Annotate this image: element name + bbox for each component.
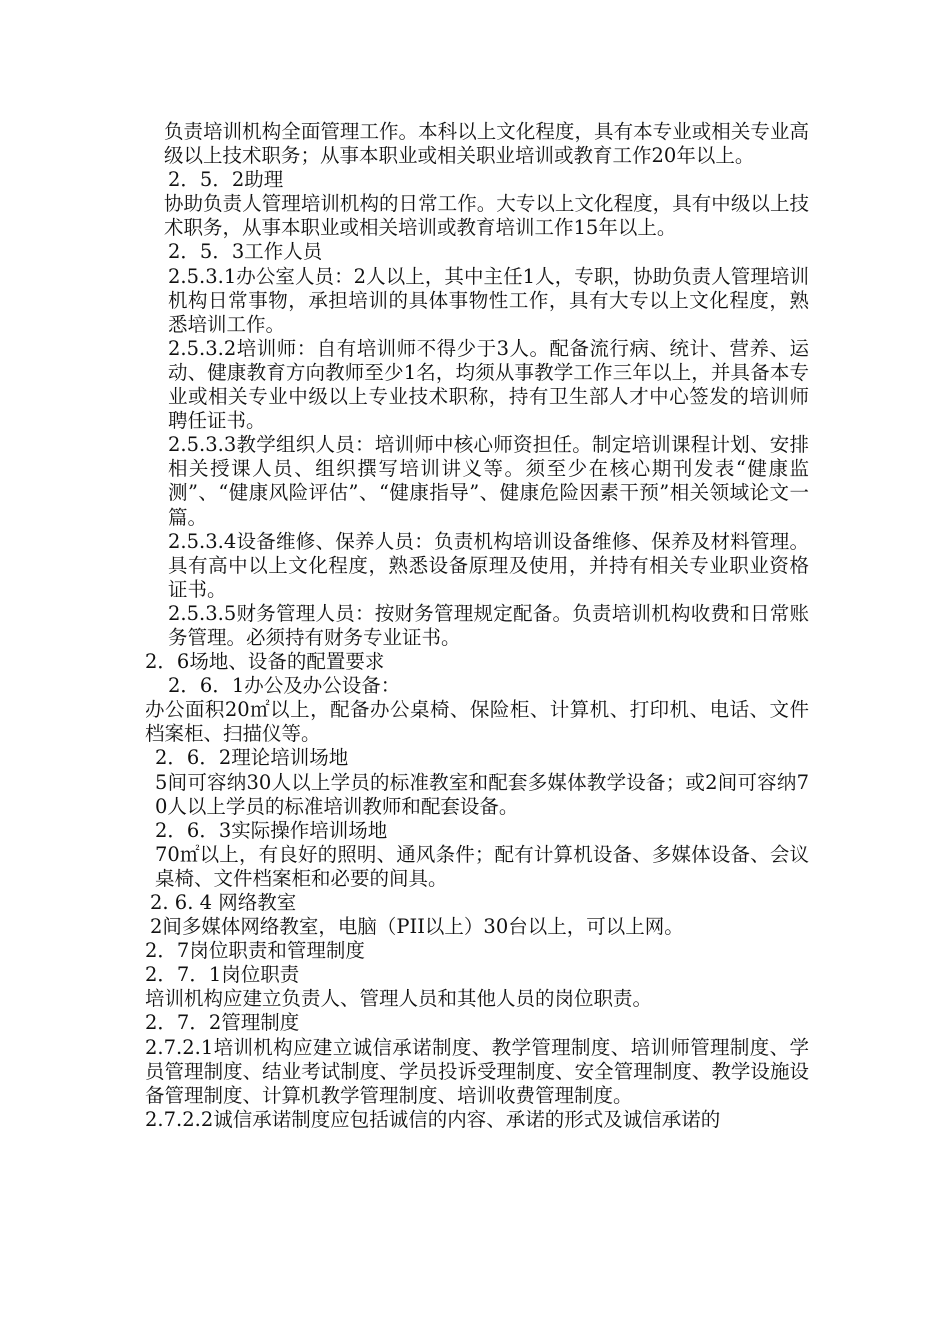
paragraph-office-area: 办公面积20㎡以上，配备办公桌椅、保险柜、计算机、打印机、电话、文件档案柜、扫描仪等。 (145, 698, 809, 746)
paragraph-practice-site: 70㎡以上，有良好的照明、通风条件；配有计算机设备、多媒体设备、会议桌椅、文件档案柜和必要的间具。 (155, 842, 809, 890)
heading-2-6-2: 2．6．2理论培训场地 (155, 746, 349, 770)
heading-2-7-1: 2．7．1岗位职责 (145, 963, 300, 987)
document-page (145, 120, 809, 1132)
paragraph-2-7-2-1: 2.7.2.1培训机构应建立诚信承诺制度、教学管理制度、培训师管理制度、学员管理制度、结业考试制度、学员投诉受理制度、安全管理制度、教学设施设备管理制度、计算机教学管理制度、培训收费管理制度。 (145, 1035, 809, 1107)
paragraph-director-duties: 负责培训机构全面管理工作。本科以上文化程度，具有本专业或相关专业高级以上技术职务；从事本职业或相关职业培训或教育工作20年以上。 (164, 120, 809, 168)
heading-2-6: 2．6场地、设备的配置要求 (145, 650, 385, 674)
paragraph-network-classroom: 2间多媒体网络教室，电脑（PII以上）30台以上，可以上网。 (150, 915, 684, 939)
paragraph-2-7-2-2: 2.7.2.2诚信承诺制度应包括诚信的内容、承诺的形式及诚信承诺的 (145, 1107, 721, 1131)
heading-2-6-1: 2．6．1办公及办公设备： (168, 674, 401, 698)
paragraph-2-5-3-2: 2.5.3.2培训师：自有培训师不得少于3人。配备流行病、统计、营养、运动、健康教育方向教师至少1名，均须从事教学工作三年以上，并具备本专业或相关专业中级以上专业技术职称，持有卫生部人才中心签发的培训师聘任证书。 (168, 336, 809, 433)
heading-2-5-3: 2．5．3工作人员 (168, 240, 323, 264)
paragraph-2-5-3-3: 2.5.3.3教学组织人员：培训师中核心师资担任。制定培训课程计划、安排相关授课人员、组织撰写培训讲义等。须至少在核心期刊发表“健康监测”、“健康风险评估”、“健康指导”、健康危险因素干预”相关领域论文一篇。 (168, 433, 809, 529)
paragraph-2-5-3-5: 2.5.3.5财务管理人员：按财务管理规定配备。负责培训机构收费和日常账务管理。必须持有财务专业证书。 (168, 601, 809, 649)
paragraph-2-5-3-4: 2.5.3.4设备维修、保养人员：负责机构培训设备维修、保养及材料管理。具有高中以上文化程度，熟悉设备原理及使用，并持有相关专业职业资格证书。 (168, 529, 809, 601)
paragraph-2-5-3-1: 2.5.3.1办公室人员：2人以上，其中主任1人，专职，协助负责人管理培训机构日常事物，承担培训的具体事物性工作，具有大专以上文化程度，熟悉培训工作。 (168, 264, 809, 336)
paragraph-post-duties: 培训机构应建立负责人、管理人员和其他人员的岗位职责。 (145, 987, 653, 1011)
heading-2-6-4: 2. 6. 4 网络教室 (150, 891, 297, 914)
heading-2-7: 2．7岗位职责和管理制度 (145, 939, 365, 963)
heading-2-6-3: 2．6．3实际操作培训场地 (155, 818, 388, 842)
paragraph-theory-classrooms: 5间可容纳30人以上学员的标准教室和配套多媒体教学设备；或2间可容纳70人以上学员的标准培训教师和配套设备。 (155, 770, 809, 818)
heading-2-5-2: 2．5．2助理 (168, 168, 284, 192)
heading-2-7-2: 2．7．2管理制度 (145, 1011, 300, 1035)
paragraph-assistant-duties: 协助负责人管理培训机构的日常工作。大专以上文化程度，具有中级以上技术职务，从事本职业或相关培训或教育培训工作15年以上。 (164, 192, 809, 240)
